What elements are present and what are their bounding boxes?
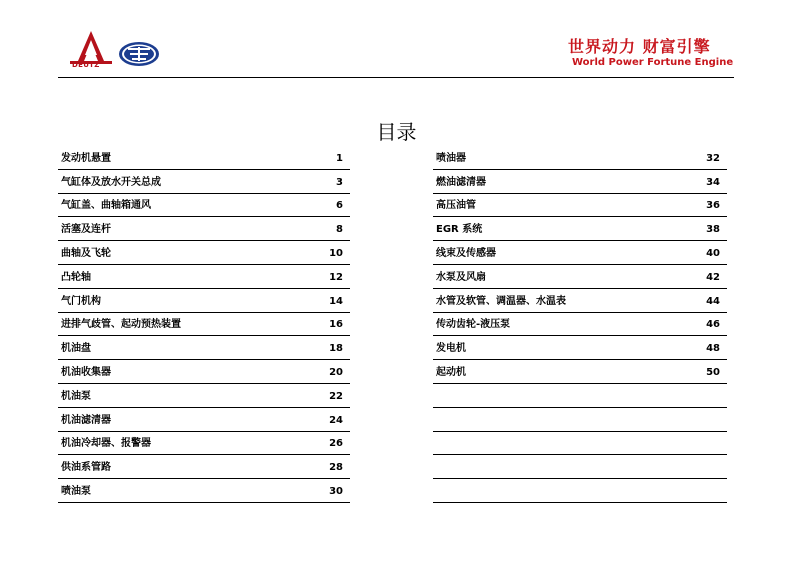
toc-empty-row [433, 455, 727, 479]
toc-entry-page: 16 [329, 319, 343, 331]
toc-entry-page: 8 [336, 224, 343, 236]
toc-entry[interactable] [58, 289, 350, 313]
toc-entry[interactable] [58, 170, 350, 194]
page-title: 目录 [376, 120, 417, 144]
toc-entry-title: 气缸体及放水开关总成 [61, 176, 161, 188]
toc-entry-title: 水管及软管、调温器、水温表 [436, 295, 566, 307]
toc-entry[interactable] [58, 313, 350, 337]
toc-entry[interactable] [433, 265, 727, 289]
toc-entry-page: 18 [329, 343, 343, 355]
toc-entry-page: 20 [329, 366, 343, 378]
toc-entry-title: 喷油泵 [61, 485, 91, 497]
toc-entry[interactable] [433, 336, 727, 360]
toc-entry[interactable] [433, 313, 727, 337]
header-divider [58, 77, 734, 78]
toc-entry-page: 30 [329, 485, 343, 497]
toc-entry[interactable] [58, 217, 350, 241]
toc-entry-page: 32 [706, 152, 720, 164]
toc-empty-row [433, 384, 727, 408]
slogan-english: World Power Fortune Engine [572, 57, 734, 68]
toc-entry[interactable] [58, 432, 350, 456]
toc-entry-title: 水泵及风扇 [436, 271, 486, 283]
toc-right-column [433, 146, 727, 503]
toc-entry-title: 起动机 [436, 366, 466, 378]
toc-entry-page: 44 [706, 295, 720, 307]
toc-entry-page: 24 [329, 414, 343, 426]
toc-entry-page: 38 [706, 224, 720, 236]
toc-entry[interactable] [58, 360, 350, 384]
toc-entry-page: 28 [329, 462, 343, 474]
toc-entry-title: 曲轴及飞轮 [61, 247, 111, 259]
toc-entry[interactable] [433, 194, 727, 218]
toc-entry[interactable] [58, 408, 350, 432]
toc-entry-page: 10 [329, 247, 343, 259]
toc-entry-title: 机油泵 [61, 390, 91, 402]
toc-entry[interactable] [58, 265, 350, 289]
toc-entry-page: 1 [336, 152, 343, 164]
toc-entry-title: EGR 系统 [436, 224, 483, 236]
toc-entry-title: 机油滤清器 [61, 414, 111, 426]
toc-entry[interactable] [433, 170, 727, 194]
toc-entry-title: 高压油管 [436, 200, 476, 212]
toc-entry-page: 36 [706, 200, 720, 212]
toc-entry-page: 42 [706, 271, 720, 283]
toc-entry-title: 机油冷却器、报警器 [61, 438, 151, 450]
toc-entry[interactable] [433, 289, 727, 313]
toc-entry-page: 48 [706, 343, 720, 355]
faw-logo [118, 41, 160, 67]
toc-entry-title: 发动机悬置 [61, 152, 111, 164]
toc-entry[interactable] [58, 146, 350, 170]
toc-entry-title: 进排气歧管、起动预热装置 [61, 319, 181, 331]
toc-entry-page: 26 [329, 438, 343, 450]
toc-entry[interactable] [433, 146, 727, 170]
toc-empty-row [433, 479, 727, 503]
toc-entry-page: 34 [706, 176, 720, 188]
toc-left-column [58, 146, 350, 503]
toc-entry-title: 燃油滤清器 [436, 176, 486, 188]
toc-entry[interactable] [58, 455, 350, 479]
toc-entry[interactable] [433, 241, 727, 265]
toc-entry-page: 6 [336, 200, 343, 212]
toc-entry-title: 机油盘 [61, 343, 91, 355]
toc-entry-page: 22 [329, 390, 343, 402]
toc-entry[interactable] [58, 194, 350, 218]
toc-entry[interactable] [58, 384, 350, 408]
toc-entry[interactable] [58, 336, 350, 360]
toc-entry-page: 3 [336, 176, 343, 188]
page-header [0, 0, 793, 80]
slogan-chinese: 世界动力 财富引擎 [568, 37, 711, 56]
toc-entry-page: 12 [329, 271, 343, 283]
toc-entry-title: 传动齿轮-液压泵 [436, 319, 511, 331]
toc-entry-title: 供油系管路 [61, 462, 111, 474]
toc-entry-title: 凸轮轴 [61, 271, 91, 283]
toc-entry-title: 气门机构 [61, 295, 101, 307]
toc-entry-page: 14 [329, 295, 343, 307]
toc-empty-row [433, 408, 727, 432]
toc-empty-row [433, 432, 727, 456]
toc-entry-title: 线束及传感器 [436, 247, 496, 259]
toc-entry[interactable] [58, 479, 350, 503]
toc-entry[interactable] [433, 360, 727, 384]
deutz-wordmark: DEUTZ [72, 61, 100, 69]
toc-entry-title: 活塞及连杆 [61, 224, 111, 236]
toc-entry-page: 40 [706, 247, 720, 259]
toc-entry-page: 46 [706, 319, 720, 331]
toc-entry-title: 发电机 [436, 343, 466, 355]
toc-entry[interactable] [433, 217, 727, 241]
toc-entry[interactable] [58, 241, 350, 265]
toc-entry-title: 机油收集器 [61, 366, 111, 378]
toc-entry-title: 喷油器 [436, 152, 466, 164]
toc-entry-page: 50 [706, 366, 720, 378]
toc-entry-title: 气缸盖、曲轴箱通风 [61, 200, 151, 212]
